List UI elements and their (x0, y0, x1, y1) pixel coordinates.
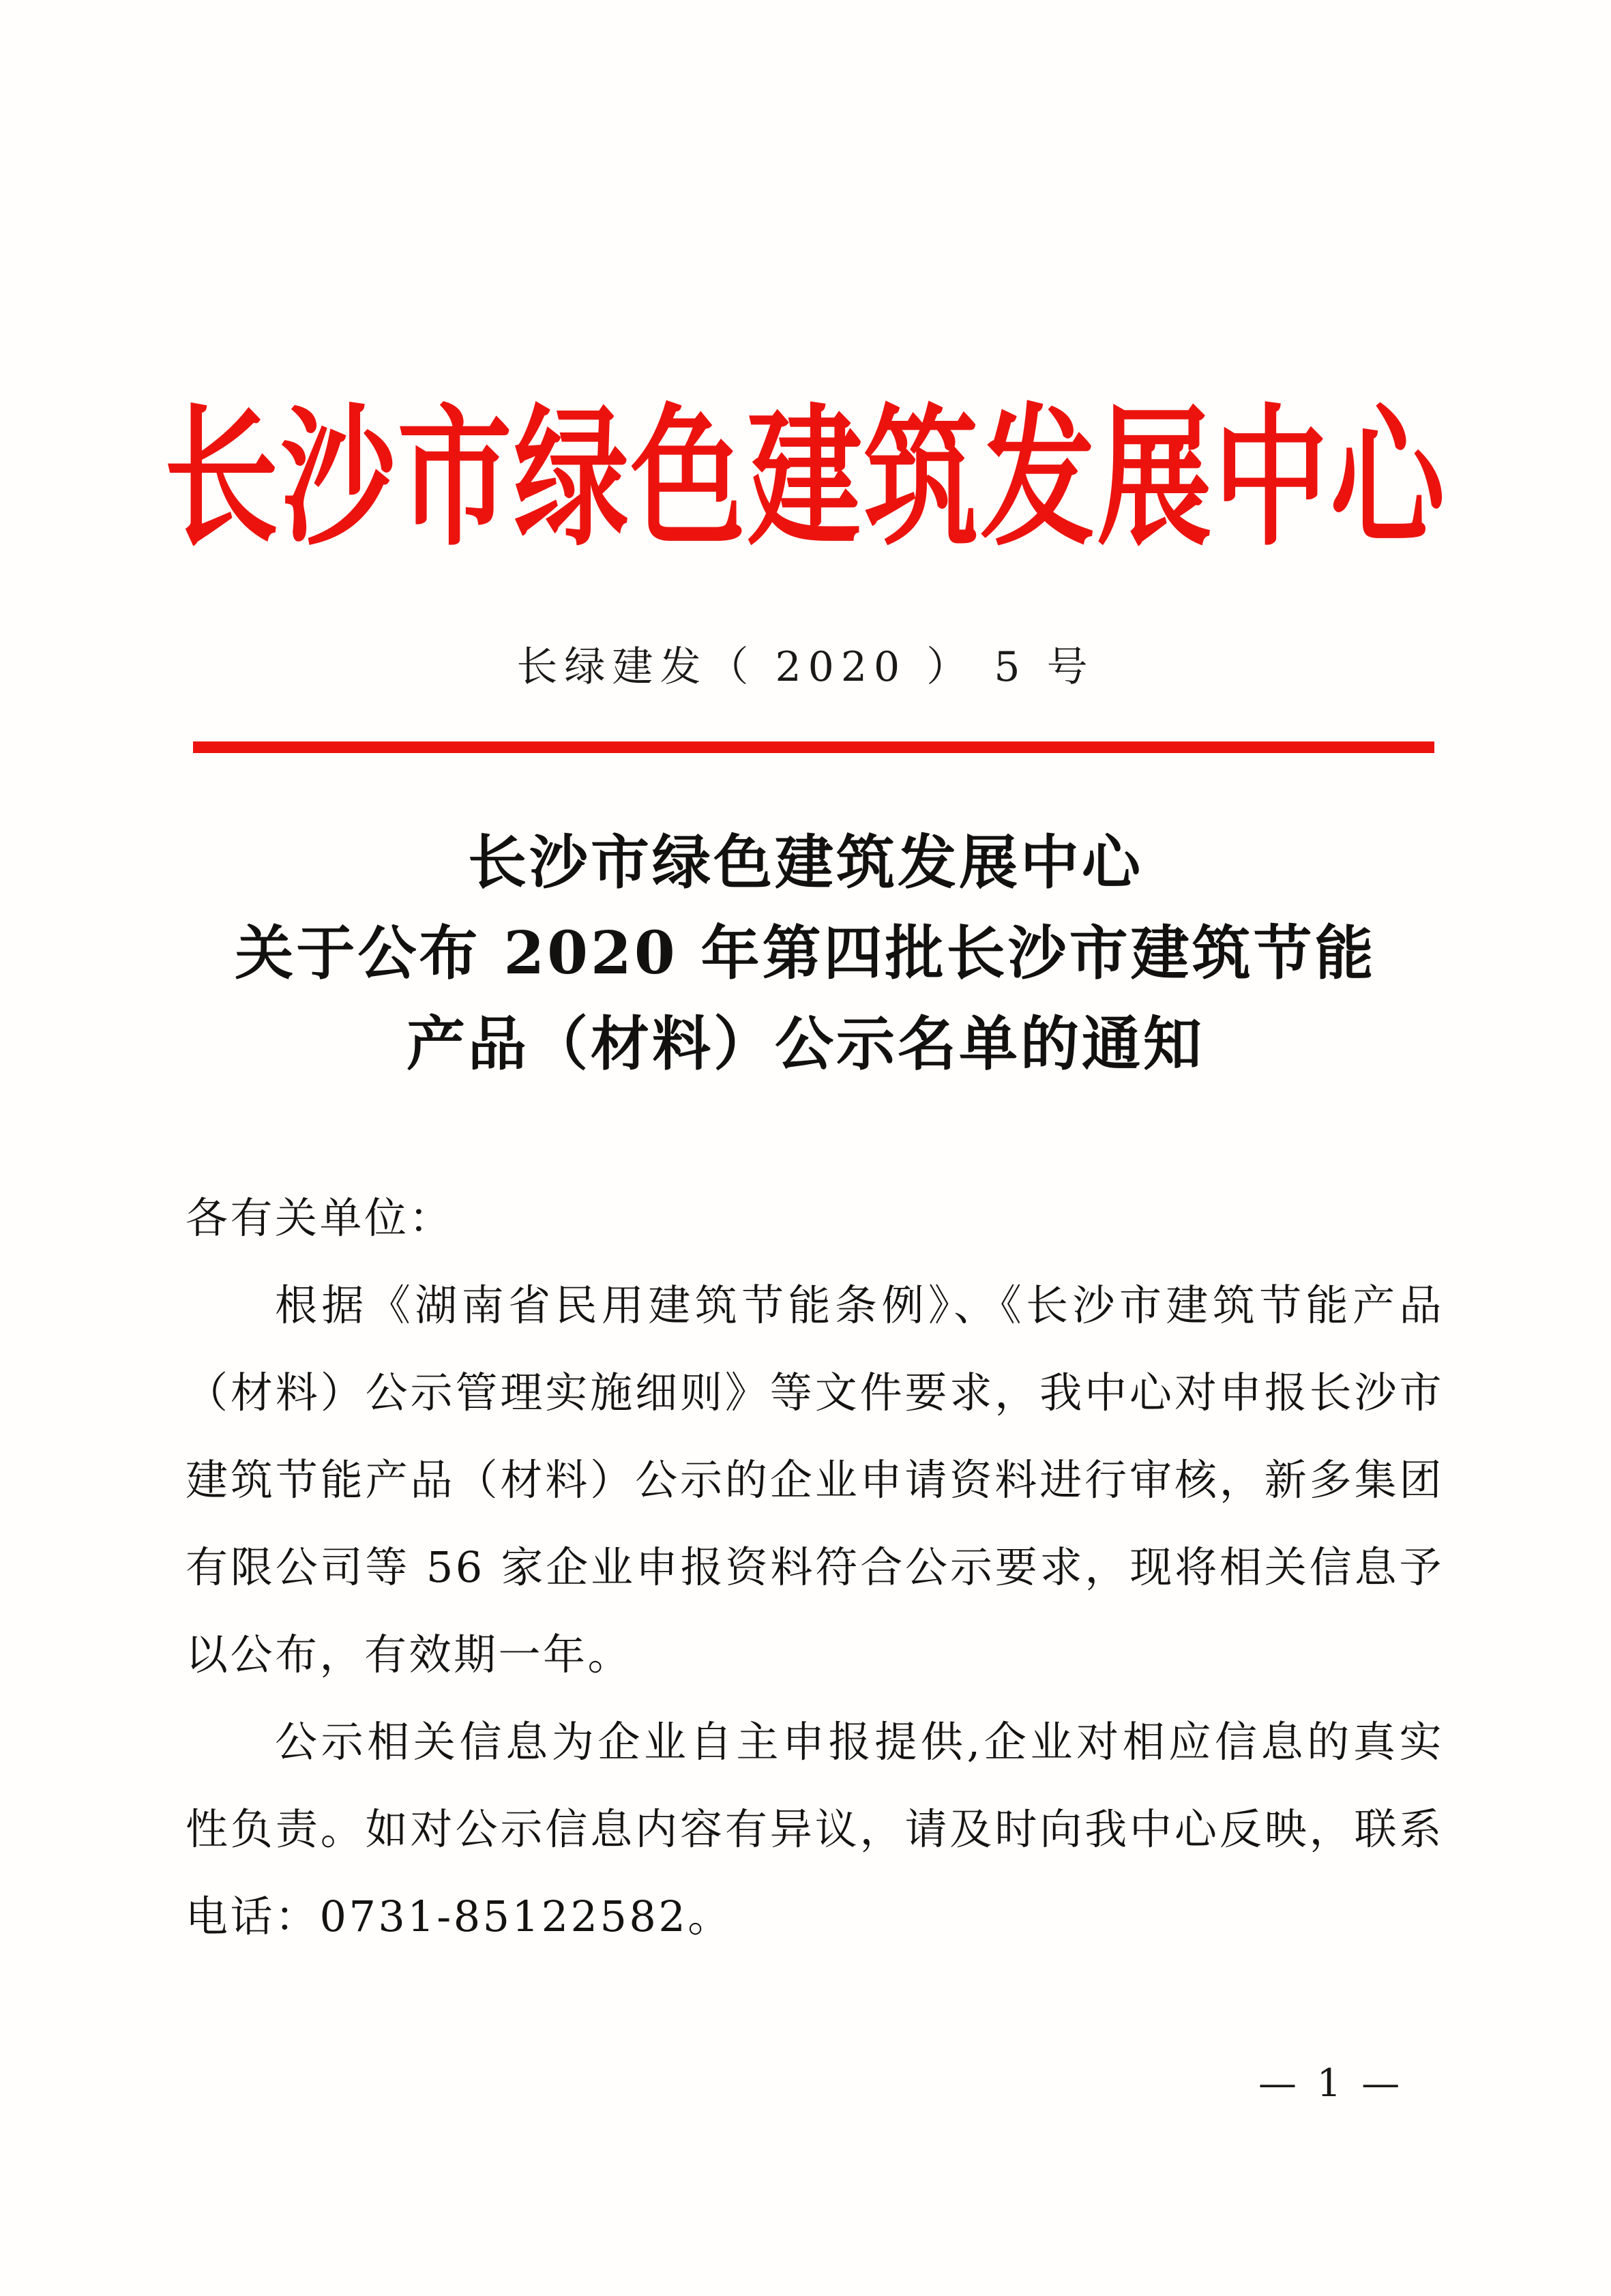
notice-title-line-2: 关于公布 2020 年第四批长沙市建筑节能 (235, 919, 1376, 988)
body-line: 公示相关信息为企业自主申报提供,企业对相应信息的真实 (275, 1717, 1444, 1767)
body-line: 以公布，有效期一年。 (186, 1630, 633, 1679)
notice-title (0, 817, 1611, 1089)
document-reference-number: 长绿建发（ 2020 ） 5 号 (516, 643, 1095, 691)
body-line: 建筑节能产品（材料）公示的企业申请资料进行审核，新多集团 (186, 1455, 1444, 1505)
notice-body (186, 1175, 1444, 1960)
red-divider-line (193, 741, 1434, 753)
agency-masthead: 长沙市绿色建筑发展中心 (164, 388, 1447, 567)
contact-phone-line: 电话：0731-85122582。 (186, 1892, 733, 1941)
notice-title-line-3: 产品（材料）公示名单的通知 (407, 1010, 1204, 1078)
body-line: 根据《湖南省民用建筑节能条例》、《长沙市建筑节能产品 (275, 1280, 1444, 1330)
notice-title-line-1: 长沙市绿色建筑发展中心 (468, 828, 1143, 897)
body-line: 有限公司等 56 家企业申报资料符合公示要求，现将相关信息予 (186, 1542, 1444, 1592)
body-line: （材料）公示管理实施细则》等文件要求，我中心对申报长沙市 (186, 1368, 1444, 1417)
salutation-line: 各有关单位： (186, 1193, 454, 1243)
page-number: — 1 — (1258, 2061, 1404, 2106)
body-line: 性负责。如对公示信息内容有异议，请及时向我中心反映，联系 (186, 1804, 1444, 1854)
